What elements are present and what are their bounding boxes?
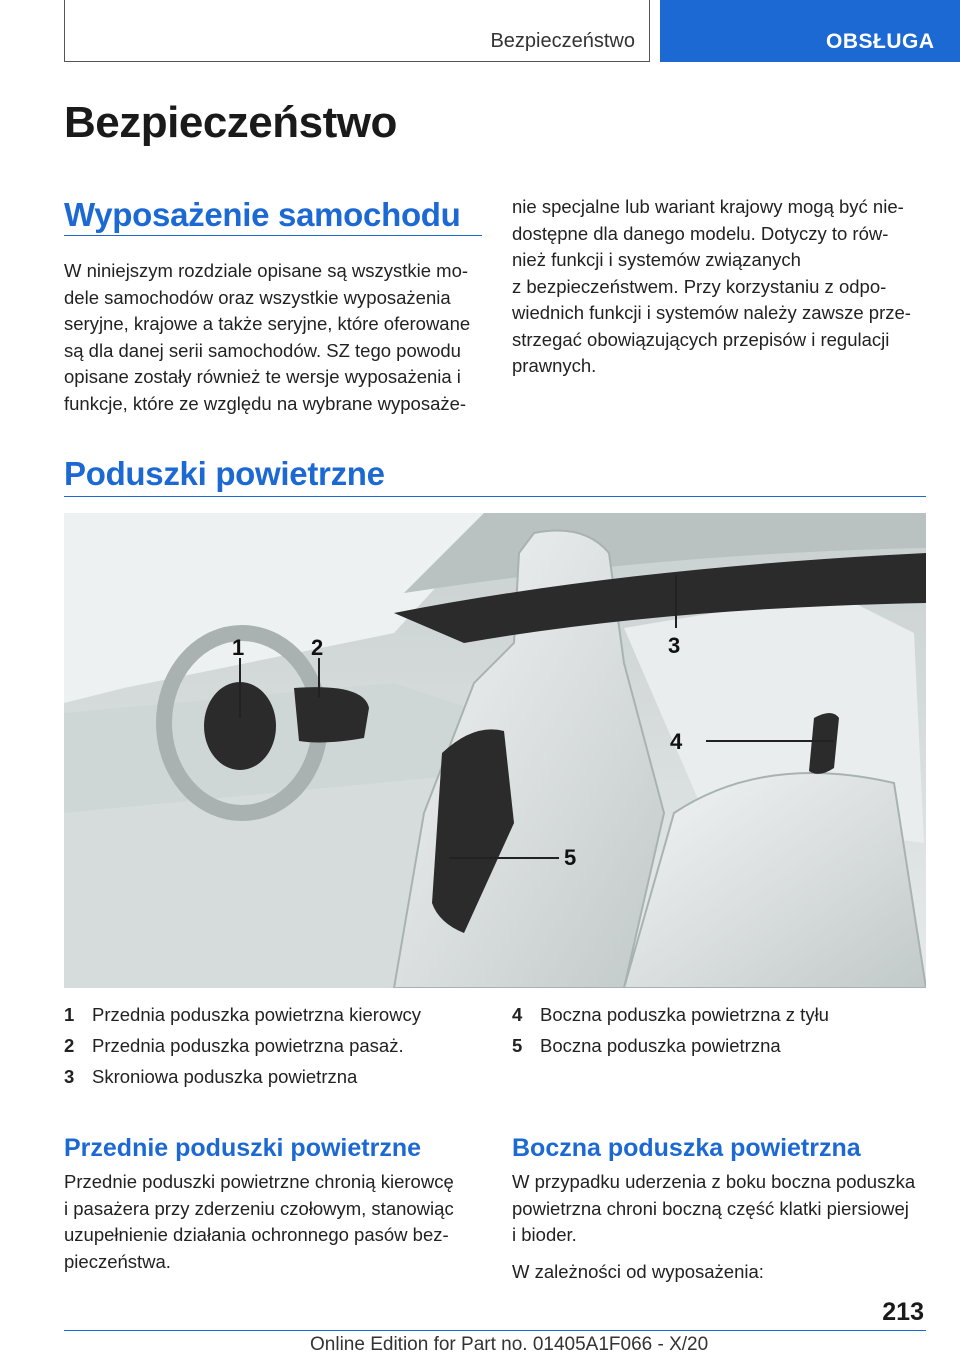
legend-item <box>512 999 932 1030</box>
page-number: 213 <box>882 1298 924 1326</box>
legend-number: 5 <box>512 1035 523 1056</box>
callout-1: 1 <box>232 635 245 660</box>
text-line: prawnych. <box>512 355 597 376</box>
callout-4: 4 <box>670 729 683 754</box>
header-frame <box>64 0 650 62</box>
car-interior-illustration <box>64 513 926 988</box>
text-line: i bioder. <box>512 1224 577 1245</box>
heading-equipment: Wyposażenie samochodu <box>64 196 461 233</box>
legend-number: 3 <box>64 1066 75 1087</box>
heading-side-airbag: Boczna poduszka powietrzna <box>512 1134 861 1162</box>
text-line: funkcje, które ze względu na wybrane wyposaże‐ <box>64 392 467 414</box>
text-line: opisane zostały również te wersje wyposażenia i <box>64 366 461 387</box>
legend-text: Boczna poduszka powietrzna z tyłu <box>540 1004 829 1025</box>
text-line: dostępne dla danego modelu. Dotyczy to rów‐ <box>512 222 889 244</box>
equipment-text-col1 <box>64 258 484 417</box>
text-line: powietrzna chroni boczną część klatki piersiowej <box>512 1197 909 1219</box>
page-title: Bezpieczeństwo <box>64 98 397 147</box>
heading-airbags: Poduszki powietrzne <box>64 455 385 492</box>
legend-text: Przednia poduszka powietrzna kierowcy <box>92 1004 422 1025</box>
text-line: seryjne, krajowe a także seryjne, które oferowane <box>64 313 471 334</box>
legend-number: 2 <box>64 1035 75 1056</box>
legend-item <box>512 1030 932 1061</box>
equipment-text-col2 <box>512 194 932 380</box>
text-line: W niniejszym rozdziale opisane są wszystkie mo‐ <box>64 260 469 281</box>
text-line: i pasażera przy zderzeniu czołowym, stanowiąc <box>64 1197 454 1219</box>
header-tab-obsluga[interactable]: OBSŁUGA <box>660 0 960 62</box>
text-line: strzegać obowiązujących przepisów i regulacji <box>512 328 890 350</box>
legend-number: 4 <box>512 1004 523 1025</box>
text-line: z bezpieczeństwem. Przy korzystaniu z odpo‐ <box>512 275 887 297</box>
heading-rule <box>64 235 482 236</box>
heading-front-airbags: Przednie poduszki powietrzne <box>64 1134 421 1162</box>
text-line: dele samochodów oraz wszystkie wyposażenia <box>64 286 451 308</box>
text-line: uzupełnienie działania ochronnego pasów bez‐ <box>64 1224 449 1245</box>
legend-item <box>64 999 494 1030</box>
side-airbag-section <box>512 1134 942 1285</box>
text-line: wiednich funkcji i systemów należy zawsze prze‐ <box>512 302 911 323</box>
legend-text: Skroniowa poduszka powietrzna <box>92 1066 358 1087</box>
legend-number: 1 <box>64 1004 75 1025</box>
legend-left <box>64 999 494 1092</box>
legend-right <box>512 999 932 1061</box>
text-line: nie specjalne lub wariant krajowy mogą być nie‐ <box>512 196 904 217</box>
equipment-note: W zależności od wyposażenia: <box>512 1260 764 1282</box>
text-line: pieczeństwa. <box>64 1250 171 1272</box>
heading-rule <box>64 496 926 497</box>
callout-3: 3 <box>668 633 681 658</box>
header-section-title: Bezpieczeństwo <box>490 30 635 52</box>
legend-text: Boczna poduszka powietrzna <box>540 1035 781 1056</box>
callout-5: 5 <box>564 845 577 870</box>
text-line: Przednie poduszki powietrzne chronią kierowcę <box>64 1171 454 1192</box>
text-line: są dla danej serii samochodów. SZ tego powodu <box>64 339 461 361</box>
text-line: nież funkcji i systemów związanych <box>512 249 801 270</box>
text-line: W przypadku uderzenia z boku boczna poduszka <box>512 1171 916 1192</box>
footer-rule <box>64 1330 926 1331</box>
callout-2: 2 <box>311 635 324 660</box>
footer-edition-text: Online Edition for Part no. 01405A1F066 - X/20 <box>310 1334 709 1355</box>
legend-item <box>64 1061 494 1092</box>
legend-text: Przednia poduszka powietrzna pasaż. <box>92 1035 404 1056</box>
front-airbags-section <box>64 1134 494 1275</box>
legend-item <box>64 1030 494 1061</box>
